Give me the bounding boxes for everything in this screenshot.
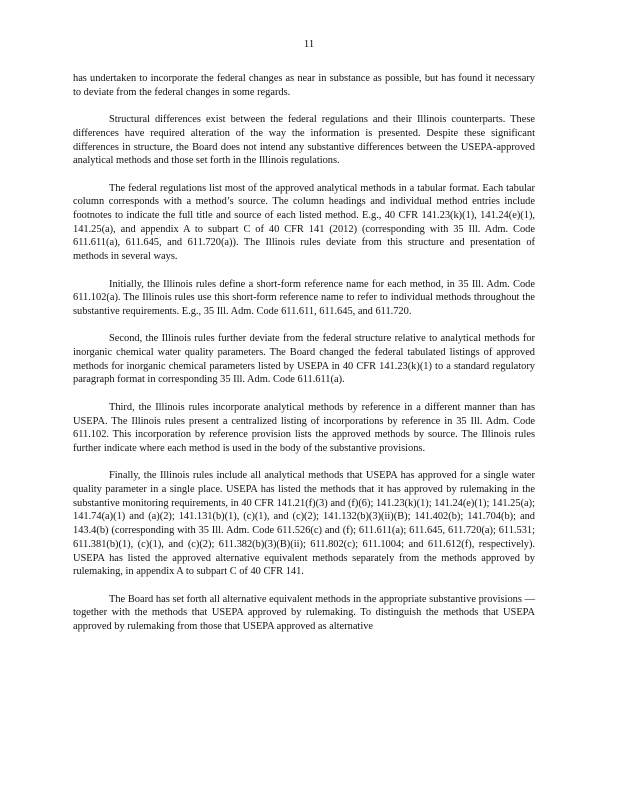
paragraph-alternative-methods: The Board has set forth all alternative equivalent methods in the appropriate substantive provisions — together with the methods that USEPA approved by rulemaking. To distinguish the methods that USEPA approved by rulemaking from those that USEPA approved as alternative — [73, 593, 535, 633]
body-text — [73, 72, 535, 634]
paragraph-single-place: Finally, the Illinois rules include all analytical methods that USEPA has approved for a single water quality parameter in a single place. USEPA has listed the methods that it has approved by rulemaking in the substantive monitoring requirements, in 40 CFR 141.21(f)(3) and (f)(6); 141.23(k)(1); 141.24(e)(1); 141.25(a); 141.74(a)(1) and (a)(2); 141.131(b)(1), (c)(1), and (c)(2); 141.132(b)(3)(ii)(B); 141.402(b); 141.704(b); and 143.4(b) (corresponding with 35 Ill. Adm. Code 611.526(c) and (f); 611.611(a); 611.645, 611.720(a); 611.531; 611.381(b)(1), (c)(1), and (c)(2); 611.382(b)(3)(B)(ii); 611.802(c); 611.1004; and 611.612(f), respectively). USEPA has listed the approved alternative equivalent methods separately from the methods approved by rulemaking, in appendix A to subpart C of 40 CFR 141. — [73, 470, 535, 578]
page-number: 11 — [303, 38, 315, 50]
paragraph-tabular-format: The federal regulations list most of the approved analytical methods in a tabular format. Each tabular column corresponds with a method’s source. The column headings and individual method entries include footnotes to indicate the full title and source of each listed method. E.g., 40 CFR 141.23(k)(1), 141.24(e)(1), 141.25(a), and appendix A to subpart C of 40 CFR 141 (2012) (corresponding with 35 Ill. Adm. Code 611.611(a), 611.645, and 611.720(a)). The Illinois rules deviate from this structure and presentation of methods in several ways. — [73, 182, 535, 263]
paragraph-inorganic-methods: Second, the Illinois rules further deviate from the federal structure relative to analytical methods for inorganic chemical water quality parameters. The Board changed the federal tabulated listings of approved methods for inorganic chemical parameters listed by USEPA in 40 CFR 141.23(k)(1) to a standard regulatory paragraph format in corresponding 35 Ill. Adm. Code 611.611(a). — [73, 333, 535, 386]
paragraph-incorporation-by-reference: Third, the Illinois rules incorporate analytical methods by reference in a different manner than has USEPA. The Illinois rules present a centralized listing of incorporations by reference in 35 Ill. Adm. Code 611.102. This incorporation by reference provision lists the approved methods by source. The Illinois rules further indicate where each method is used in the body of the substantive provisions. — [73, 401, 535, 454]
paragraph-continuation: has undertaken to incorporate the federal changes as near in substance as possible, but has found it necessary to deviate from the federal changes in some regards. — [73, 73, 535, 98]
paragraph-short-form-reference: Initially, the Illinois rules define a short-form reference name for each method, in 35 Ill. Adm. Code 611.102(a). The Illinois rules use this short-form reference name to refer to individual methods throughout the substantive requirements. E.g., 35 Ill. Adm. Code 611.611, 611.645, and 611.720. — [73, 278, 535, 317]
paragraph-structural-differences: Structural differences exist between the federal regulations and their Illinois counterparts. These differences have required alteration of the way the information is presented. Despite these significant differences in structure, the Board does not intend any substantive differences between the USEPA-approved analytical methods and those set forth in the Illinois regulations. — [73, 114, 535, 167]
